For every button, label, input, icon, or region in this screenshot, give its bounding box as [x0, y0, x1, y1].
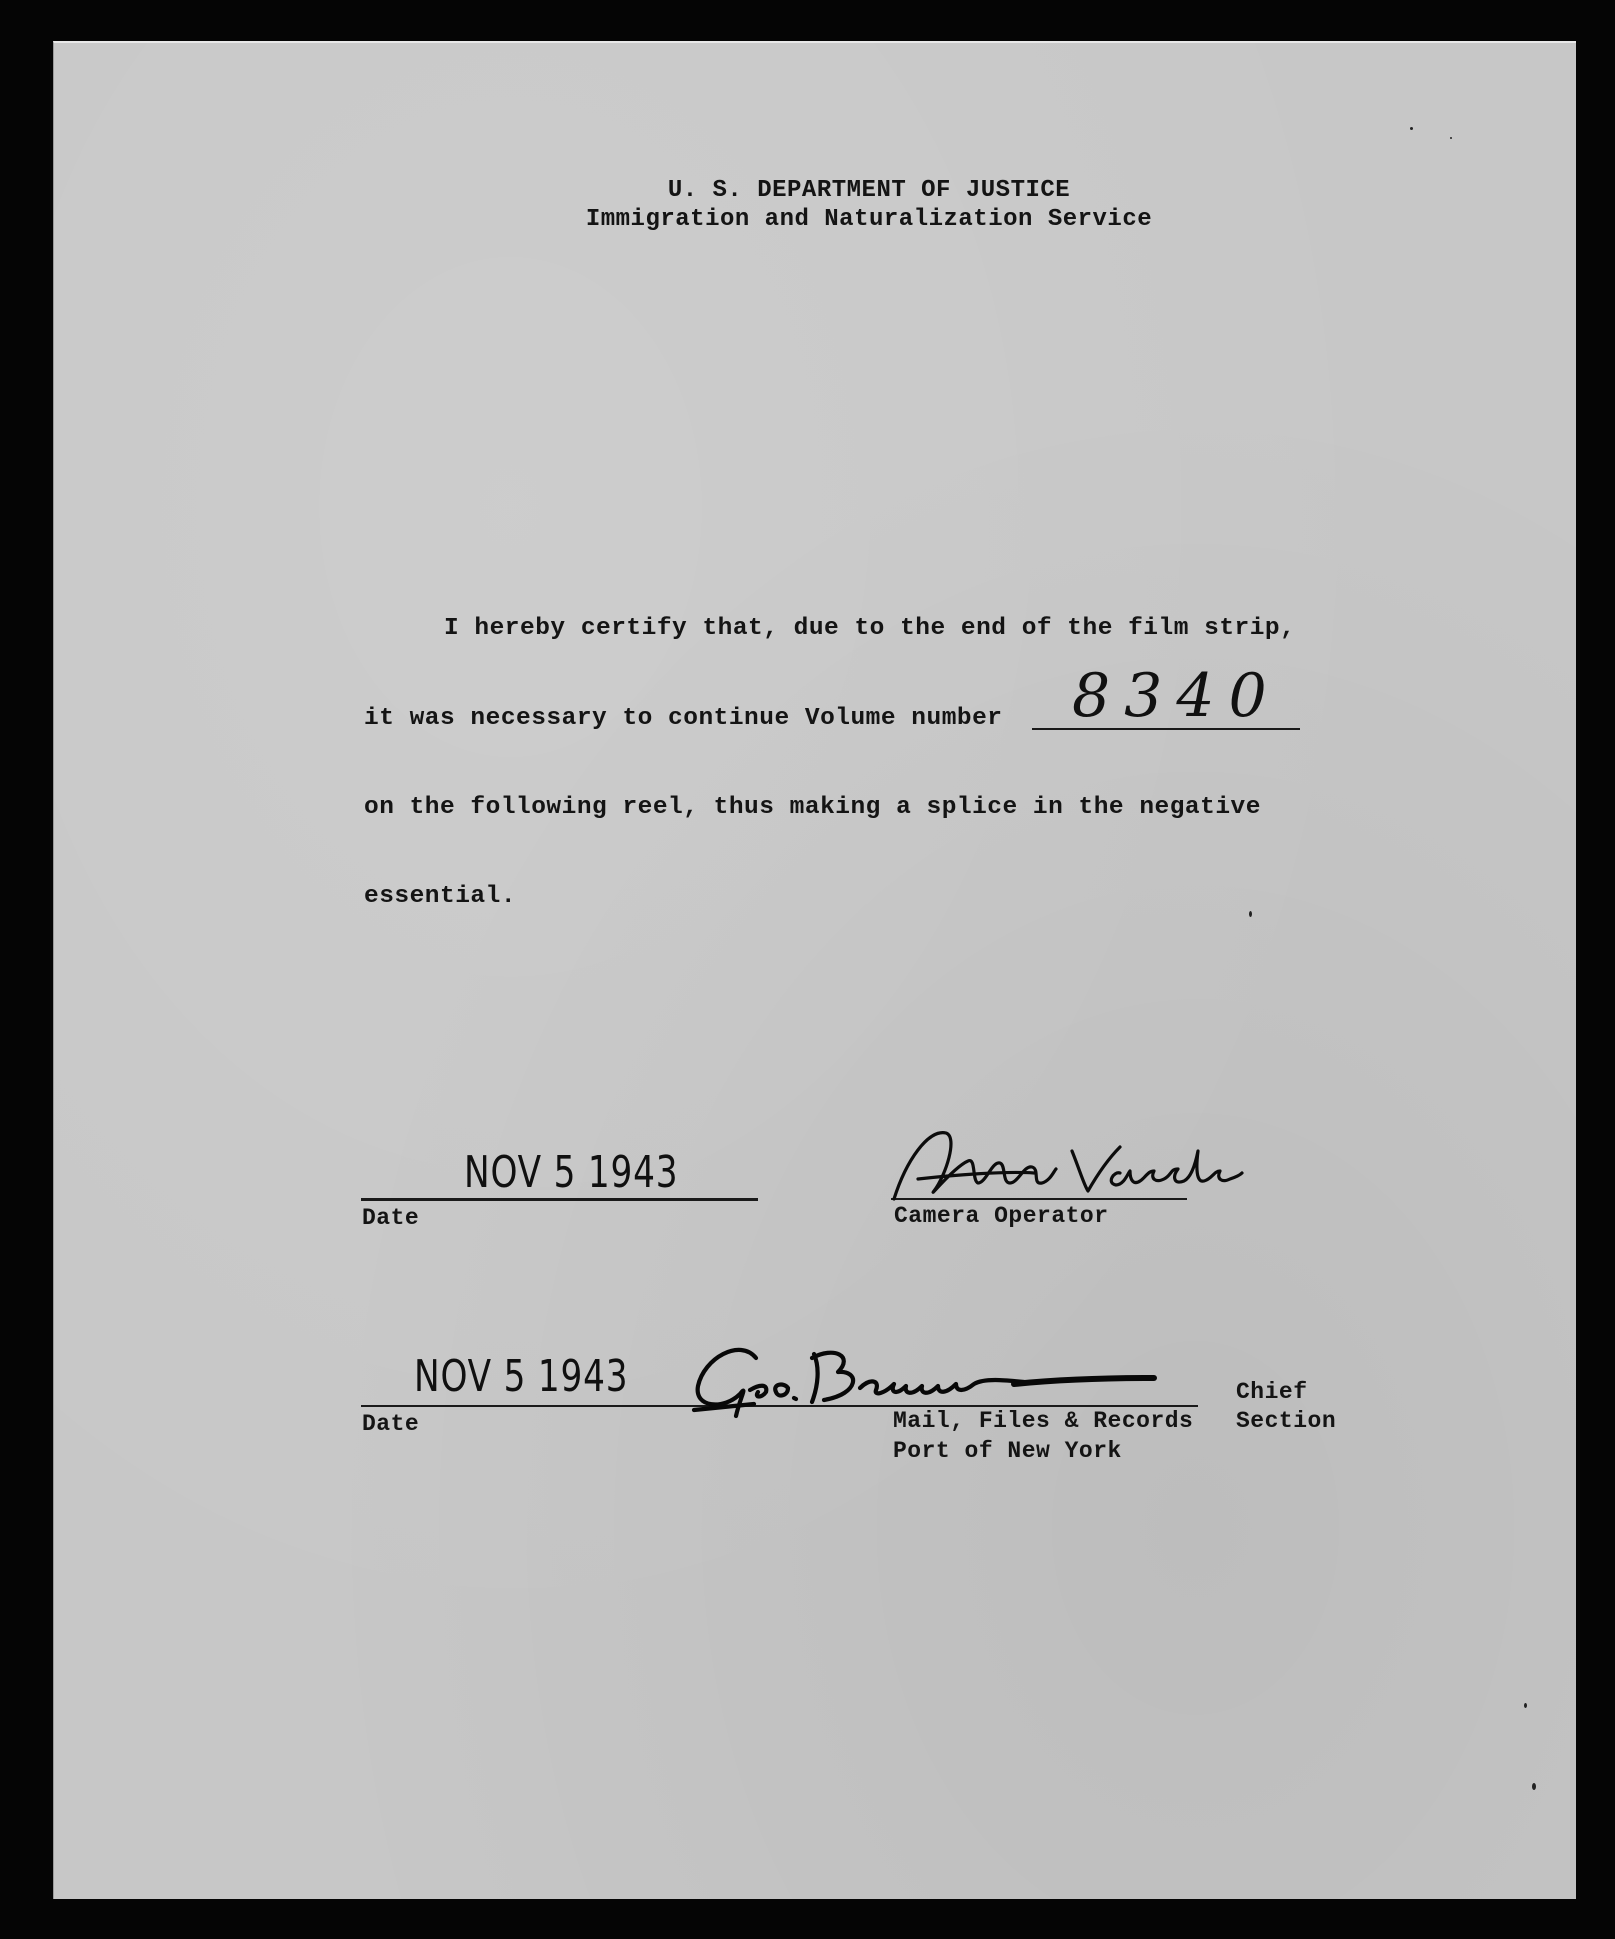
scan-speck [1532, 1783, 1536, 1790]
chief-title: Chief [1236, 1379, 1308, 1405]
certificate-line-4: essential. [364, 883, 517, 910]
office-section: Section [1236, 1408, 1337, 1434]
scan-speck [1450, 137, 1452, 139]
scan-speck [1249, 911, 1252, 917]
agency-title: U. S. DEPARTMENT OF JUSTICE [667, 177, 1071, 204]
certificate-line-3: on the following reel, thus making a splice in the negative [364, 794, 1261, 821]
date-stamp-1: NOV 5 1943 [464, 1147, 679, 1198]
date-stamp-2: NOV 5 1943 [414, 1351, 629, 1402]
camera-operator-label: Camera Operator [894, 1203, 1109, 1229]
certificate-line-2: it was necessary to continue Volume number [364, 705, 1003, 732]
certificate-line-1: I hereby certify that, due to the end of the film strip, [444, 615, 1296, 642]
scan-speck [1524, 1703, 1527, 1708]
office-location: Port of New York [893, 1438, 1122, 1464]
camera-operator-signature [884, 1121, 1244, 1211]
document-page [53, 41, 1576, 1899]
date-underline-1 [361, 1198, 758, 1201]
date-label-2: Date [362, 1411, 420, 1437]
volume-number-handwritten: 8340 [1072, 661, 1281, 731]
office-name: Mail, Files & Records [893, 1408, 1194, 1434]
date-label-1: Date [362, 1205, 420, 1231]
scan-speck [1410, 127, 1413, 130]
agency-subtitle: Immigration and Naturalization Service [585, 206, 1153, 233]
